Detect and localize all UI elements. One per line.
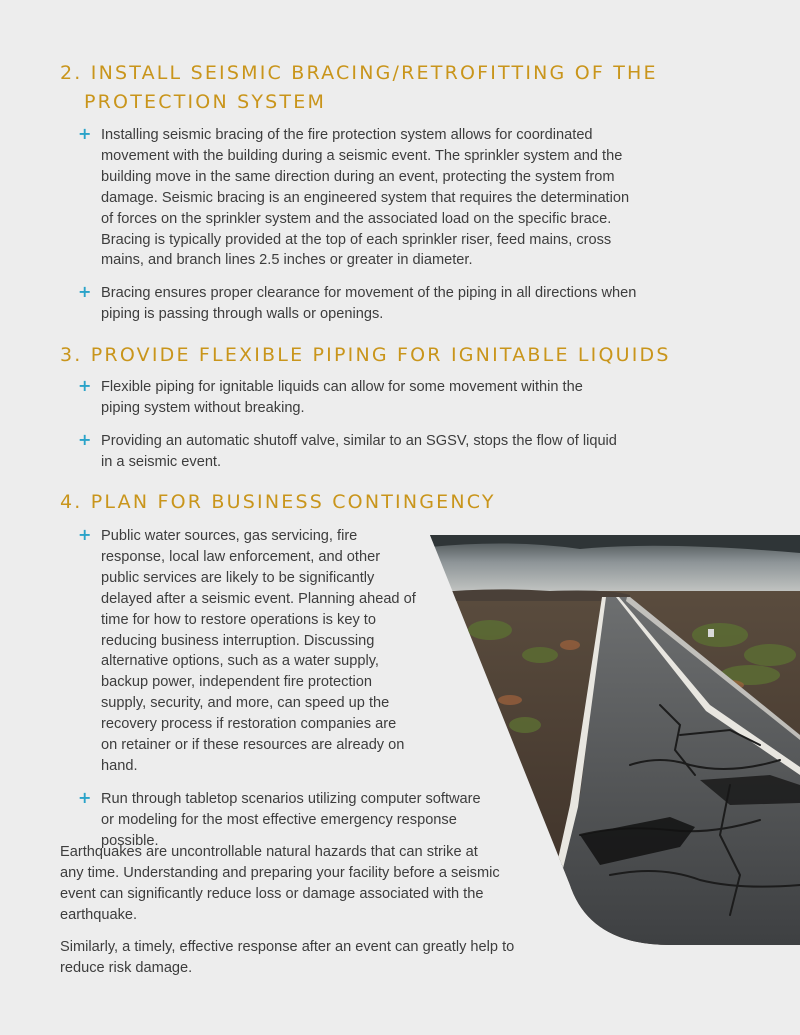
section-2-heading-line2: PROTECTION SYSTEM [84, 91, 327, 113]
plus-icon: + [78, 282, 92, 302]
bullet-text: Flexible piping for ignitable liquids can allow for some movement within the piping system without breaking. [101, 379, 583, 416]
section-4-bullets [78, 525, 481, 864]
bullet-text: Run through tabletop scenarios utilizing computer software or modeling for the most effective emergency response possible. [101, 790, 481, 849]
plus-icon: + [78, 429, 92, 449]
section-2-heading-line1: 2. INSTALL SEISMIC BRACING/RETROFITTING OF THE [60, 62, 658, 84]
list-item [78, 283, 644, 325]
bullet-text: Public water sources, gas servicing, fire response, local law enforcement, and other public services are likely to be significantly delayed after a seismic event. Planning ahead of time for how to restore operations is key to reducing business interruption. Discussing alternative options, such as a water supply, backup power, independent fire protection supply, security, and more, can speed up the recovery process if restoration companies are on retainer or if these resources are already on hand. [101, 528, 416, 774]
section-2-heading [60, 59, 658, 117]
plus-icon: + [78, 376, 92, 395]
list-item [78, 377, 618, 419]
section-3-heading [60, 341, 671, 370]
list-item [78, 526, 416, 777]
section-4-heading [60, 488, 496, 517]
bullet-text: Providing an automatic shutoff valve, similar to an SGSV, stops the flow of liquid in a seismic event. [101, 432, 617, 470]
closing-paragraph-2: Similarly, a timely, effective response after an event can greatly help to reduce risk damage. [60, 939, 515, 976]
section-2-bullets [78, 125, 644, 337]
section-4-heading-line1: 4. PLAN FOR BUSINESS CONTINGENCY [60, 491, 496, 513]
plus-icon: + [78, 787, 92, 807]
plus-icon: + [78, 525, 92, 544]
section-3-heading-line1: 3. PROVIDE FLEXIBLE PIPING FOR IGNITABLE LIQUIDS [60, 344, 671, 366]
list-item [78, 125, 644, 271]
bullet-text: Installing seismic bracing of the fire protection system allows for coordinated movement with the building during a seismic event. The sprinkler system and the building move in the same direction during an event, protecting the system from damage. Seismic bracing is an engineered system that requires the determination of forces on the sprinkler system and the associated load on the specific brace. Bracing is typically provided at the top of each sprinkler riser, feed mains, cross mains, and branch lines 2.5 inches or greater in diameter. [101, 127, 630, 269]
plus-icon: + [78, 124, 92, 143]
list-item [78, 431, 618, 473]
bullet-text: Bracing ensures proper clearance for movement of the piping in all directions when piping is passing through walls or openings. [101, 285, 637, 323]
closing-paragraph-1: Earthquakes are uncontrollable natural hazards that can strike at any time. Understanding and preparing your facility before a seismic event can significantly reduce loss or damage associated with the earthquake. [60, 844, 500, 923]
cracked-road-photo [430, 535, 800, 945]
section-3-bullets [78, 377, 618, 485]
